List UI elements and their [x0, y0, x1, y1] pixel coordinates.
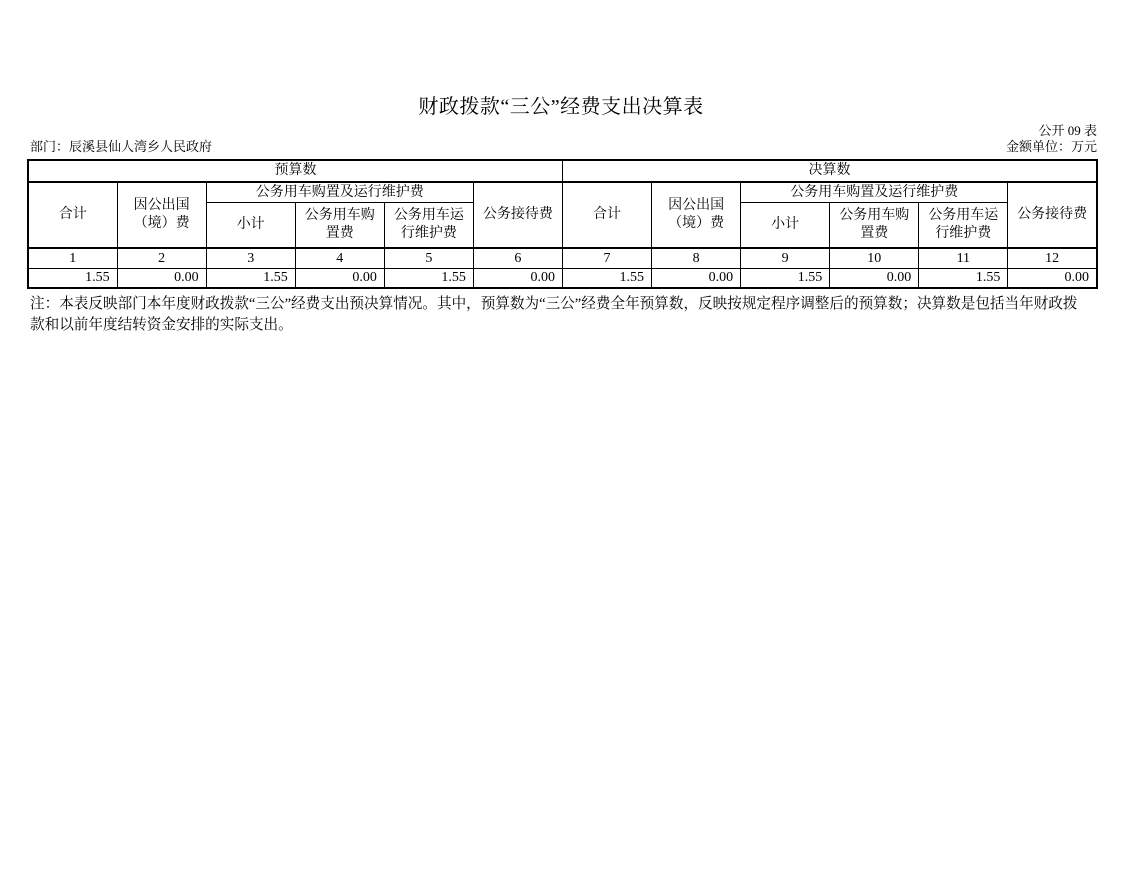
value-cell-12: 0.00 [1008, 269, 1097, 289]
column-number-6: 6 [473, 248, 562, 269]
column-number-9: 9 [741, 248, 830, 269]
page-title: 财政拨款“三公”经费支出决算表 [418, 96, 704, 118]
column-number-4: 4 [295, 248, 384, 269]
budget-header-subtotal: 小计 [206, 203, 295, 249]
section-header-row [28, 160, 1097, 182]
value-cell-8: 0.00 [652, 269, 741, 289]
value-cell-2: 0.00 [117, 269, 206, 289]
document-page [0, 94, 1122, 887]
value-cell-10: 0.00 [830, 269, 919, 289]
final-header-abroad [652, 182, 741, 248]
section-budget: 预算数 [28, 160, 562, 182]
column-number-1: 1 [28, 248, 117, 269]
budget-header-operation [384, 203, 473, 249]
value-cell-9: 1.55 [741, 269, 830, 289]
three-public-expenses-table [27, 159, 1098, 289]
budget-header-abroad [117, 182, 206, 248]
budget-header-vehicle-group: 公务用车购置及运行维护费 [206, 182, 473, 203]
column-number-row [28, 248, 1097, 269]
footnote: 注：本表反映部门本年度财政拨款“三公”经费支出预决算情况。其中，预算数为“三公”经费全年预算数，反映按规定程序调整后的预算数；决算数是包括当年财政拨款和以前年度结转资金安排的实际支出。 [30, 296, 1078, 333]
value-cell-5: 1.55 [384, 269, 473, 289]
meta-row [30, 139, 1097, 155]
column-number-12: 12 [1008, 248, 1097, 269]
value-row [28, 269, 1097, 289]
value-cell-1: 1.55 [28, 269, 117, 289]
column-number-2: 2 [117, 248, 206, 269]
final-header-purchase [830, 203, 919, 249]
final-header-abroad-label: 因公出国（境）费 [668, 198, 725, 231]
column-number-5: 5 [384, 248, 473, 269]
final-header-vehicle-group: 公务用车购置及运行维护费 [741, 182, 1008, 203]
final-header-purchase-label: 公务用车购置费 [839, 208, 910, 241]
table-code: 公开 09 表 [1038, 123, 1097, 138]
section-final: 决算数 [562, 160, 1097, 182]
budget-header-purchase-label: 公务用车购置费 [304, 208, 375, 241]
value-cell-3: 1.55 [206, 269, 295, 289]
value-cell-7: 1.55 [562, 269, 651, 289]
department-label: 部门：辰溪县仙人湾乡人民政府 [30, 139, 213, 154]
column-number-10: 10 [830, 248, 919, 269]
value-cell-11: 1.55 [919, 269, 1008, 289]
budget-header-reception: 公务接待费 [473, 182, 562, 248]
final-header-reception: 公务接待费 [1008, 182, 1097, 248]
column-number-3: 3 [206, 248, 295, 269]
final-header-operation [919, 203, 1008, 249]
budget-header-purchase [295, 203, 384, 249]
final-header-operation-label: 公务用车运行维护费 [928, 208, 999, 241]
unit-label: 金额单位：万元 [1005, 139, 1097, 154]
budget-header-total: 合计 [28, 182, 117, 248]
budget-header-abroad-label: 因公出国（境）费 [133, 198, 190, 231]
column-number-11: 11 [919, 248, 1008, 269]
value-cell-6: 0.00 [473, 269, 562, 289]
group-header-row [28, 182, 1097, 203]
budget-header-operation-label: 公务用车运行维护费 [393, 208, 464, 241]
final-header-total: 合计 [562, 182, 651, 248]
column-number-7: 7 [562, 248, 651, 269]
value-cell-4: 0.00 [295, 269, 384, 289]
column-number-8: 8 [652, 248, 741, 269]
final-header-subtotal: 小计 [741, 203, 830, 249]
